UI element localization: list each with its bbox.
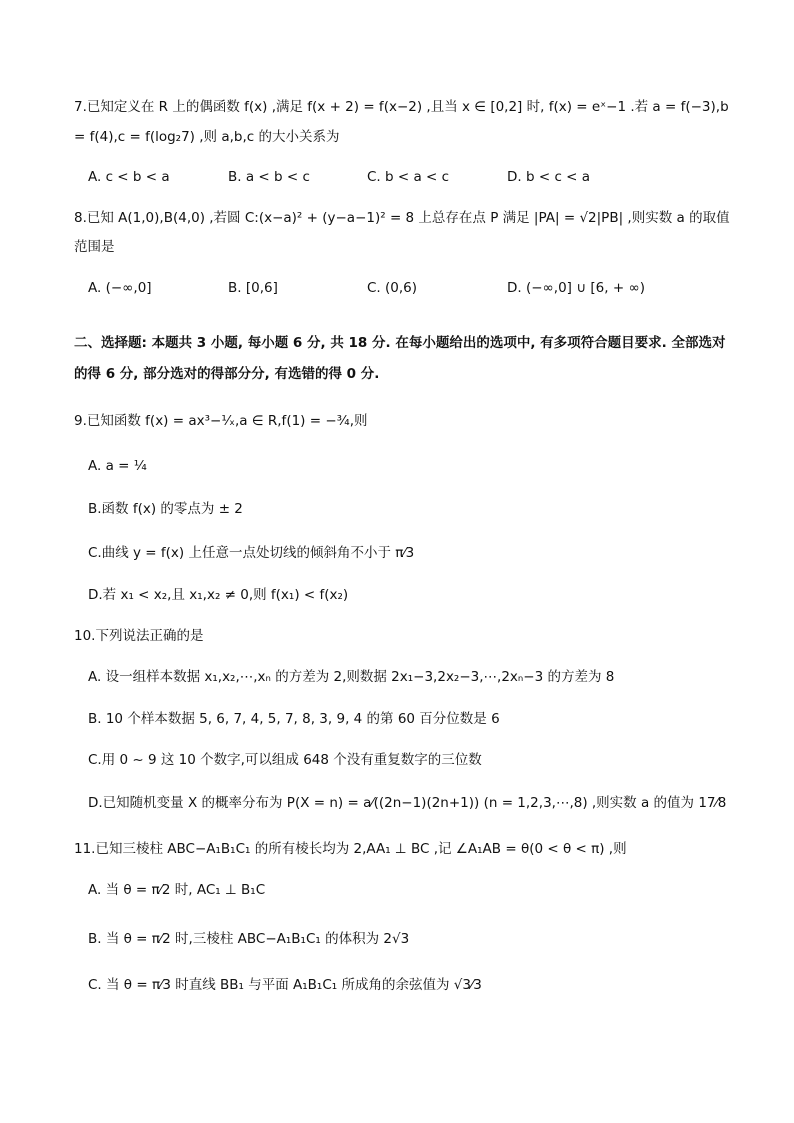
question-8-option-d: D. (−∞,0] ∪ [6, + ∞) <box>507 280 645 296</box>
question-8-line-2: 范围是 <box>74 239 115 255</box>
question-7-option-c: C. b < a < c <box>367 169 450 185</box>
question-11-option-a: A. 当 θ = π⁄2 时, AC₁ ⊥ B₁C <box>88 882 266 898</box>
question-7-option-a: A. c < b < a <box>88 169 170 185</box>
question-11-option-b: B. 当 θ = π⁄2 时,三棱柱 ABC−A₁B₁C₁ 的体积为 2√3 <box>88 931 410 947</box>
question-9-option-c: C.曲线 y = f(x) 上任意一点处切线的倾斜角不小于 π⁄3 <box>88 545 415 561</box>
question-9-option-a: A. a = ¹⁄₄ <box>88 458 147 474</box>
question-8-line-1: 8.已知 A(1,0),B(4,0) ,若圆 C:(x−a)² + (y−a−1)² = 8 上总存在点 P 满足 |PA| = √2|PB| ,则实数 a 的取值 <box>74 210 730 226</box>
question-8-option-b: B. [0,6] <box>228 280 278 296</box>
question-7-line-2: = f(4),c = f(log₂7) ,则 a,b,c 的大小关系为 <box>74 129 340 145</box>
question-9-option-d: D.若 x₁ < x₂,且 x₁,x₂ ≠ 0,则 f(x₁) < f(x₂) <box>88 587 349 603</box>
question-9-stem: 9.已知函数 f(x) = ax³−¹⁄ₓ,a ∈ R,f(1) = −³⁄₄,则 <box>74 413 368 429</box>
question-7-option-b: B. a < b < c <box>228 169 310 185</box>
question-11-option-c: C. 当 θ = π⁄3 时直线 BB₁ 与平面 A₁B₁C₁ 所成角的余弦值为 √3⁄3 <box>88 977 482 993</box>
question-7-line-1: 7.已知定义在 R 上的偶函数 f(x) ,满足 f(x + 2) = f(x−2) ,且当 x ∈ [0,2] 时, f(x) = eˣ−1 .若 a = f(−3),b <box>74 99 729 115</box>
question-10-option-c: C.用 0 ~ 9 这 10 个数字,可以组成 648 个没有重复数字的三位数 <box>88 752 482 768</box>
question-7-option-d: D. b < c < a <box>507 169 591 185</box>
question-10-option-d: D.已知随机变量 X 的概率分布为 P(X = n) = a⁄((2n−1)(2n+1)) (n = 1,2,3,⋯,8) ,则实数 a 的值为 17⁄8 <box>88 795 727 811</box>
question-10-option-b: B. 10 个样本数据 5, 6, 7, 4, 5, 7, 8, 3, 9, 4 的第 60 百分位数是 6 <box>88 711 500 727</box>
question-9-option-b: B.函数 f(x) 的零点为 ± 2 <box>88 501 243 517</box>
question-8-option-c: C. (0,6) <box>367 280 418 296</box>
question-11-stem: 11.已知三棱柱 ABC−A₁B₁C₁ 的所有棱长均为 2,AA₁ ⊥ BC ,记 ∠A₁AB = θ(0 < θ < π) ,则 <box>74 841 627 857</box>
section-2-heading-line-1: 二、选择题: 本题共 3 小题, 每小题 6 分, 共 18 分. 在每小题给出的选项中, 有多项符合题目要求. 全部选对 <box>74 335 726 351</box>
section-2-heading-line-2: 的得 6 分, 部分选对的得部分分, 有选错的得 0 分. <box>74 366 380 382</box>
question-10-stem: 10.下列说法正确的是 <box>74 628 204 644</box>
question-8-option-a: A. (−∞,0] <box>88 280 152 296</box>
question-10-option-a: A. 设一组样本数据 x₁,x₂,⋯,xₙ 的方差为 2,则数据 2x₁−3,2x₂−3,⋯,2xₙ−3 的方差为 8 <box>88 669 615 685</box>
